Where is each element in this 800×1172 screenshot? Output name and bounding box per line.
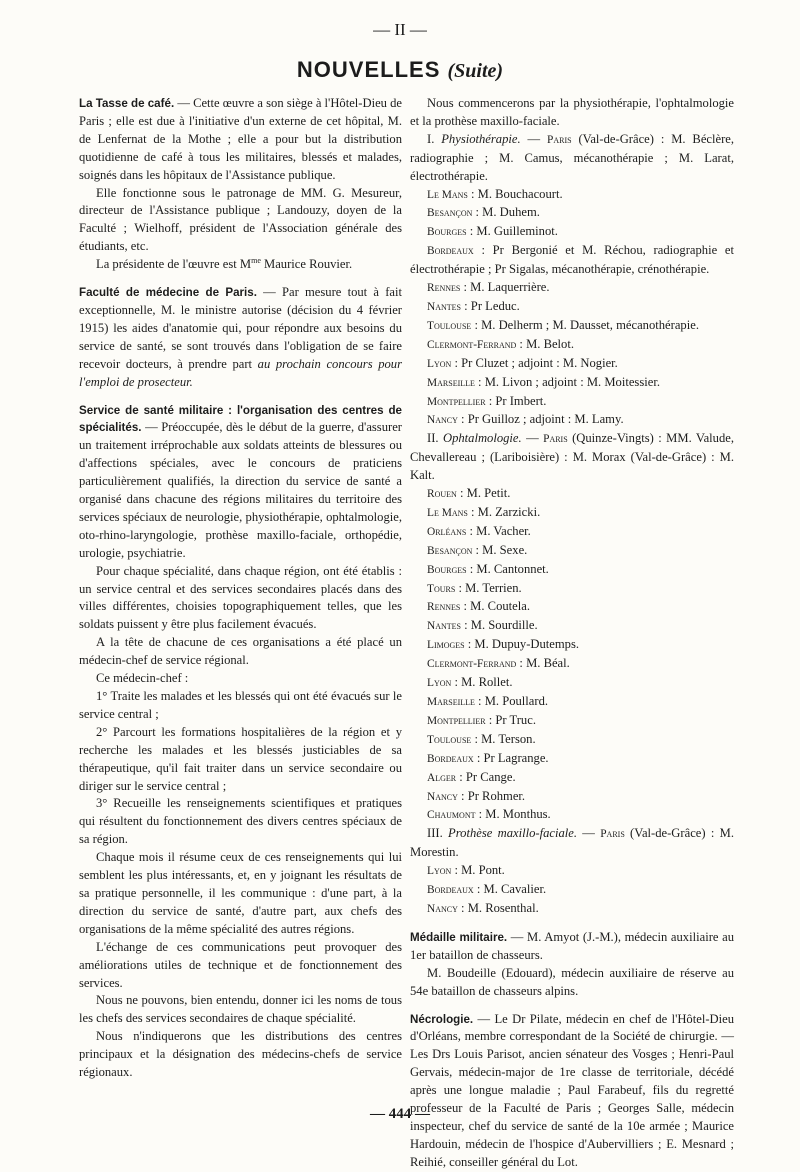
ophtalmo-list — [410, 485, 734, 825]
city-entry — [410, 223, 734, 242]
left-column — [79, 95, 402, 1082]
city-name: Montpellier — [427, 714, 486, 727]
city-entry-text: : M. Pont. — [451, 863, 505, 878]
city-entry — [410, 523, 734, 542]
city-name: Besançon — [427, 544, 473, 557]
city-name: Clermont-Ferrand — [427, 338, 517, 351]
city-entry — [410, 374, 734, 393]
city-entry — [410, 242, 734, 279]
city-name: Rouen — [427, 488, 457, 501]
city-entry-text: : Pr Cange. — [456, 769, 516, 784]
city-name: Bourges — [427, 226, 467, 239]
city-entry — [410, 485, 734, 504]
city-entry — [410, 655, 734, 674]
city-entry — [410, 279, 734, 298]
city-entry — [410, 186, 734, 205]
city-name: Besançon — [427, 207, 473, 220]
city-entry-text: : M. Bouchacourt. — [467, 186, 563, 201]
city-entry-text: : Pr Cluzet ; adjoint : M. Nogier. — [451, 355, 618, 370]
city-entry-text: : Pr Truc. — [485, 712, 536, 727]
city-entry — [410, 862, 734, 881]
city-entry — [410, 731, 734, 750]
city-entry-text: : M. Sourdille. — [461, 618, 538, 633]
title-main: NOUVELLES — [296, 57, 441, 82]
prothese-list — [410, 862, 734, 919]
service-sante-p6: L'échange de ces communications peut provoquer des améliorations utiles de technique et de fonctionnement des services. — [79, 939, 402, 990]
physio-header: I. Physiothérapie. — Paris (Val-de-Grâce) : M. Béclère, radiographie ; M. Camus, mécanothérapie ; M. Larat, électrothérapie. — [410, 131, 735, 183]
city-entry-text: : M. Béal. — [516, 656, 570, 671]
city-entry — [410, 204, 734, 223]
city-entry — [410, 712, 734, 731]
city-entry — [410, 317, 734, 336]
city-entry — [410, 504, 734, 523]
city-name: Orléans — [427, 525, 467, 538]
city-entry-text: : M. Belot. — [516, 336, 575, 351]
ophtalmo-header: II. Ophtalmologie. — Paris (Quinze-Vingts) : MM. Valude, Chevallereau ; (Lariboisière) : M. Morax (Val-de-Grâce) : M. Kalt. — [410, 431, 735, 483]
medaille-heading: Médaille militaire. — [410, 930, 508, 944]
physio-list — [410, 186, 734, 431]
city-name: Bordeaux — [427, 752, 474, 765]
city-entry — [410, 750, 734, 769]
city-entry — [410, 881, 734, 900]
faculte-paragraph: Faculté de médecine de Paris. — Par mesure tout à fait exceptionnelle, M. le ministre autorise (décision du 4 février 1915) les aides d'anatomie qui, pour répondre aux besoins du service de santé, se sont trouvés dans l'obligation de se faire recevoir docteurs, à prendre part au prochain concours pour l'emploi de prosecteur. — [79, 285, 402, 389]
city-entry-text: : M. Dupuy-Dutemps. — [464, 637, 580, 652]
city-name: Chaumont — [427, 809, 476, 822]
city-entry-text: : Pr Bergonié et M. Réchou, radiographie et électrothérapie ; Pr Sigalas, mécanothérapie, crénothérapie. — [410, 243, 734, 277]
city-entry — [410, 693, 734, 712]
city-name: Bordeaux — [427, 245, 474, 258]
city-name: Montpellier — [427, 395, 486, 408]
intro-paragraph: Nous commencerons par la physiothérapie, l'ophtalmologie et la prothèse maxillo-faciale. — [410, 96, 734, 128]
city-entry — [410, 411, 734, 430]
roman-page-number: — II — — [373, 20, 427, 39]
city-name: Rennes — [427, 282, 461, 295]
service-sante-p2: Pour chaque spécialité, dans chaque région, ont été établis : un service central et des services secondaires placés dans des villes différentes, choisies topographiquement telles, que les soldats puissent y être plus facilement évacués. — [79, 563, 402, 632]
page-title — [0, 57, 800, 83]
city-entry-text: : M. Coutela. — [460, 599, 530, 614]
faculte-heading: Faculté de médecine de Paris. — [79, 286, 257, 300]
city-name: Lyon — [427, 357, 452, 370]
title-suite: (Suite) — [447, 60, 504, 82]
service-sante-p4: Ce médecin-chef : — [96, 671, 189, 686]
tasse-paragraph: La Tasse de café. — Cette œuvre a son siège à l'Hôtel-Dieu de Paris ; elle est due à l'initiative d'un externe de cet hôpital, M. de Lenfernat de la Mothe ; elle a pour but la distribution quotidienne de café à tous les militaires, blessés et malades, soignés dans les hôpitaux de l'Assistance publique. — [79, 96, 403, 182]
city-entry-text: : M. Zarzicki. — [467, 504, 541, 519]
city-name: Nancy — [427, 414, 458, 427]
city-name: Toulouse — [427, 733, 472, 746]
city-entry — [410, 598, 734, 617]
city-entry — [410, 561, 734, 580]
page-number: — 444 — — [370, 1106, 430, 1122]
service-sante-p8: Nous n'indiquerons que les distributions des centres principaux et la désignation des médecins-chefs de service régionaux. — [79, 1029, 402, 1080]
city-entry-text: : M. Terrien. — [455, 580, 522, 595]
city-entry-text: : Pr Leduc. — [461, 298, 520, 313]
city-entry — [410, 806, 734, 825]
medaille-paragraph-2: M. Boudeille (Edouard), médecin auxiliaire de réserve au 54e bataillon de chasseurs alpins. — [410, 965, 734, 998]
service-sante-paragraph: Service de santé militaire : l'organisation des centres de spécialités. — Préoccupée, dès le début de la guerre, d'assurer un traitement irréprochable aux soldats atteints de blessures ou d'affections spéciales, avec le concours de praticiens particulièrement qualifiés, la direction du service de santé a organisé dans chacune des régions militaires du territoire des services spéciaux de neurologie, physiothérapie, ophtalmologie, oto-rhino-laryngologie, prothèse maxillo-faciale, orthopédie, urologie, psychiatrie. — [79, 403, 402, 560]
city-name: Nancy — [427, 790, 458, 803]
city-name: Rennes — [427, 601, 461, 614]
city-entry-text: : M. Terson. — [471, 731, 536, 746]
city-entry-text: : M. Guilleminot. — [466, 224, 558, 239]
city-name: Marseille — [427, 376, 475, 389]
city-entry — [410, 769, 734, 788]
city-entry-text: : Pr Guilloz ; adjoint : M. Lamy. — [457, 412, 624, 427]
city-name: Bourges — [427, 563, 467, 576]
city-entry — [410, 580, 734, 599]
city-entry — [410, 355, 734, 374]
city-entry-text: : M. Delherm ; M. Dausset, mécanothérapie. — [471, 317, 699, 332]
city-entry-text: : M. Rosenthal. — [457, 900, 539, 915]
service-sante-item-3: 3° Recueille les renseignements scientifiques et pratiques qui résultent du fonctionnement des divers centres spéciaux de sa région. — [79, 796, 402, 847]
city-entry — [410, 636, 734, 655]
necrologie-heading: Nécrologie. — [410, 1012, 474, 1026]
service-sante-p3: A la tête de chacune de ces organisations a été placé un médecin-chef de service régional. — [79, 635, 402, 668]
city-entry — [410, 298, 734, 317]
city-entry-text: : M. Vacher. — [466, 523, 531, 538]
service-sante-heading: Service de santé militaire : l'organisation des centres de spécialités. — [79, 403, 402, 435]
city-entry-text: : M. Monthus. — [475, 807, 551, 822]
city-entry — [410, 617, 734, 636]
city-entry — [410, 542, 734, 561]
city-entry-text: : Pr Lagrange. — [473, 750, 549, 765]
right-column — [410, 95, 734, 1172]
city-name: Le Mans — [427, 188, 468, 201]
city-entry-text: : M. Livon ; adjoint : M. Moitessier. — [474, 374, 660, 389]
city-entry-text: : M. Rollet. — [451, 675, 513, 690]
city-name: Lyon — [427, 865, 452, 878]
city-entry-text: : Pr Imbert. — [485, 393, 547, 408]
city-entry-text: : M. Petit. — [456, 486, 511, 501]
city-name: Bordeaux — [427, 884, 474, 897]
city-entry — [410, 336, 734, 355]
city-entry-text: : M. Cantonnet. — [466, 561, 549, 576]
medaille-paragraph: Médaille militaire. — M. Amyot (J.-M.), médecin auxiliaire au 1er bataillon de chasseurs. — [410, 929, 734, 962]
city-entry-text: : M. Duhem. — [472, 205, 540, 220]
city-name: Alger — [427, 771, 457, 784]
city-name: Toulouse — [427, 319, 472, 332]
service-sante-item-1: 1° Traite les malades et les blessés qui ont été évacués sur le service central ; — [79, 689, 402, 721]
city-name: Clermont-Ferrand — [427, 658, 517, 671]
service-sante-p5: Chaque mois il résume ceux de ces renseignements qui lui semblent les plus intéressants, et, en y joignant les résultats de sa pratique personnelle, il les communique : d'une part, à la direction du service de santé, d'autre part, aux chefs des organisations de la même spécialité des autres régions. — [79, 850, 402, 936]
city-entry — [410, 788, 734, 807]
city-name: Nantes — [427, 620, 462, 633]
city-name: Marseille — [427, 696, 475, 708]
city-entry — [410, 393, 734, 412]
city-entry-text: : M. Cavalier. — [473, 882, 547, 897]
city-entry-text: : Pr Rohmer. — [457, 788, 526, 803]
city-entry-text: : M. Poullard. — [474, 694, 549, 708]
city-name: Nantes — [427, 300, 462, 313]
city-name: Limoges — [427, 639, 465, 652]
city-entry — [410, 674, 734, 693]
city-name: Nancy — [427, 902, 458, 915]
tasse-paragraph-2: Elle fonctionne sous le patronage de MM. G. Mesureur, directeur de l'Assistance publique ; Landouzy, doyen de la Faculté ; Wielhoff, président de l'Association générale des étudiants, etc. — [79, 185, 402, 254]
city-name: Tours — [427, 582, 456, 595]
city-name: Lyon — [427, 677, 452, 690]
city-entry-text: : M. Laquerrière. — [460, 280, 550, 295]
prothese-header: III. Prothèse maxillo-faciale. — Paris (Val-de-Grâce) : M. Morestin. — [410, 826, 734, 860]
city-name: Le Mans — [427, 506, 468, 519]
service-sante-item-2: 2° Parcourt les formations hospitalières de la région et y recherche les malades et les blessés justiciables de sa thérapeutique, qu'il fait traiter dans un service secondaire ou diriger sur le service central ; — [79, 724, 402, 793]
service-sante-p7: Nous ne pouvons, bien entendu, donner ici les noms de tous les chefs des services secondaires de chaque spécialité. — [79, 993, 402, 1026]
tasse-heading: La Tasse de café. — [79, 97, 175, 110]
city-entry-text: : M. Sexe. — [472, 542, 528, 557]
tasse-paragraph-3: La présidente de l'œuvre est $M^{me}$ Maurice Rouvier. — [96, 255, 353, 272]
city-entry — [410, 900, 734, 919]
necrologie-paragraph: Nécrologie. — Le Dr Pilate, médecin en chef de l'Hôtel-Dieu d'Orléans, membre correspondant de la Société de chirurgie. — Les Drs Louis Parisot, ancien sénateur des Vosges ; Henri-Paul Gervais, médecin-major de 1re classe de territoriale, décédé après une longue maladie ; Paul Farabeuf, fils du regretté professeur de la Faculté de Paris ; Georges Salle, médecin inspecteur, chef du service de santé de la 10e armée ; Maurice Hardouin, médecin de l'hospice d'Aubervilliers ; E. Mesnard ; Reihié, conseiller général du Lot. — [410, 1011, 734, 1169]
